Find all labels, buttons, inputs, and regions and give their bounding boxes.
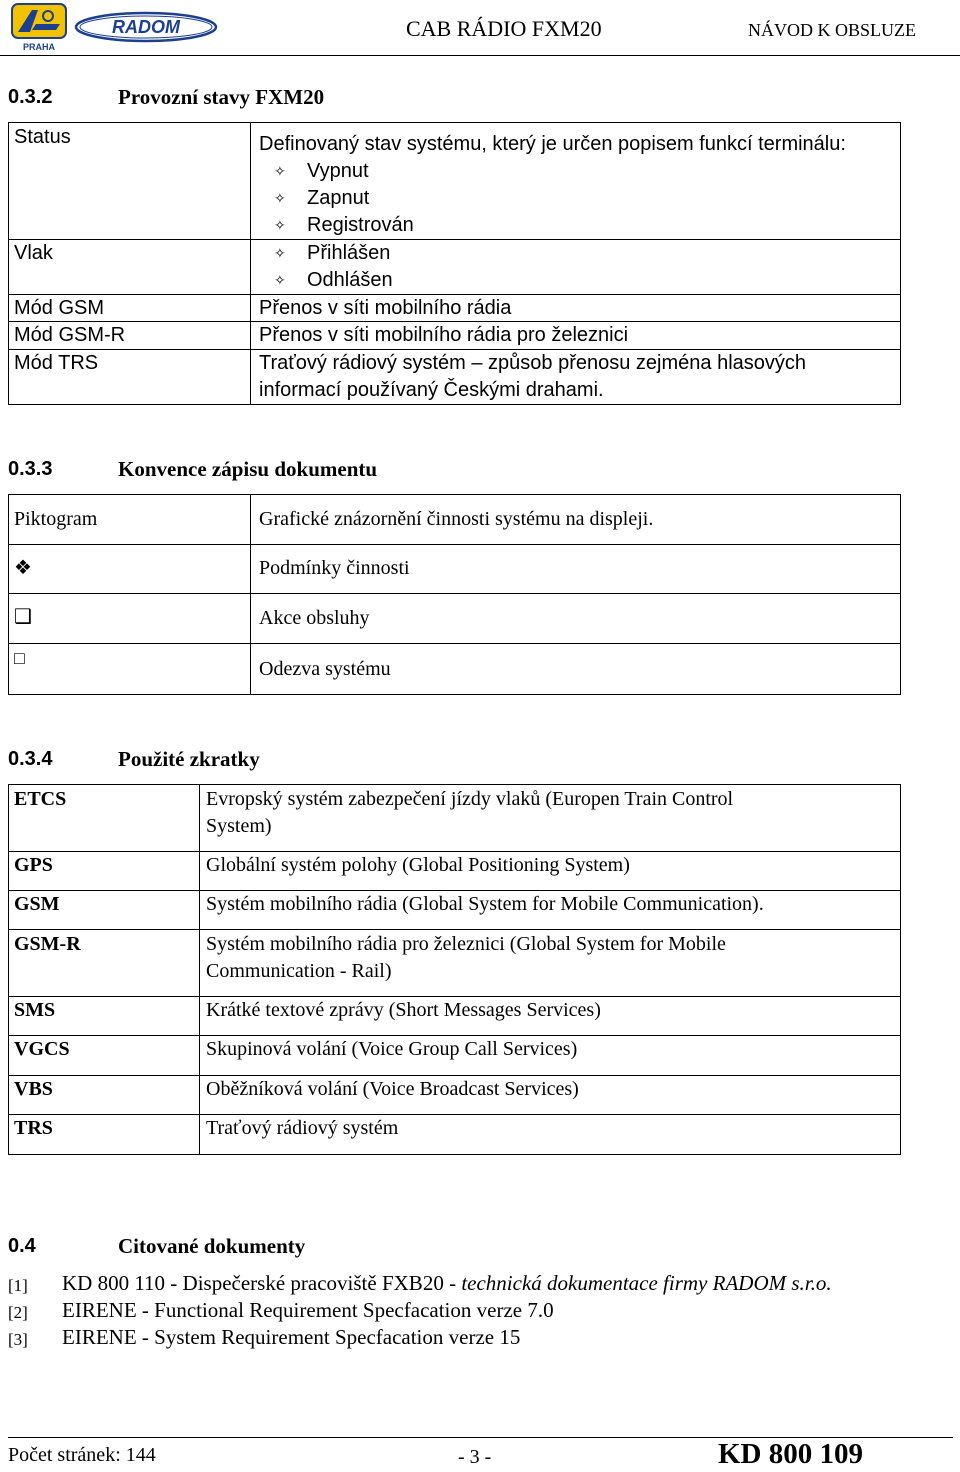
- header-rule: [0, 55, 960, 56]
- reference-label: [1]: [8, 1276, 28, 1295]
- section-title: Provozní stavy FXM20: [118, 85, 325, 109]
- table-row-divider: [8, 544, 901, 545]
- convention-text: Podmínky činnosti: [259, 557, 410, 579]
- section-number: 0.3.2: [8, 86, 53, 108]
- table-divider: [250, 122, 251, 405]
- state-term: Mód GSM-R: [14, 324, 126, 346]
- page-number: - 3 -: [458, 1446, 492, 1468]
- header-subtitle: NÁVOD K OBSLUZE: [748, 20, 916, 40]
- state-term: Mód GSM: [14, 297, 105, 319]
- state-term: Mód TRS: [14, 352, 99, 374]
- reference-label: [2]: [8, 1303, 28, 1322]
- section-number: 0.3.3: [8, 458, 53, 480]
- document-id: KD 800 109: [718, 1438, 863, 1470]
- abbreviation-meaning: Traťový rádiový systém: [206, 1117, 399, 1139]
- diamond-bullet-icon: ✧: [274, 219, 286, 234]
- abbreviation: GPS: [14, 854, 53, 876]
- state-bullet: Přihlášen: [307, 242, 391, 264]
- abbreviation-meaning: Globální systém polohy (Global Positioning System): [206, 854, 630, 876]
- state-description: Definovaný stav systému, který je určen popisem funkcí terminálu:: [259, 133, 846, 155]
- table-row-divider: [8, 643, 901, 644]
- state-bullet: Vypnut: [307, 160, 369, 182]
- reference-label: [3]: [8, 1330, 28, 1349]
- state-description: Přenos v síti mobilního rádia pro železnici: [259, 324, 629, 346]
- table-row-divider: [8, 929, 901, 930]
- diamond-bullet-icon: ✧: [274, 247, 286, 262]
- abbreviation: GSM-R: [14, 933, 81, 955]
- section-title: Použité zkratky: [118, 747, 260, 771]
- table-divider: [250, 494, 251, 695]
- reference-text: EIRENE - Functional Requirement Specfacation verze 7.0: [62, 1298, 554, 1322]
- section-title: Konvence zápisu dokumentu: [118, 457, 378, 481]
- abbreviation-meaning: Systém mobilního rádia pro železnici (Global System for Mobile: [206, 933, 726, 955]
- state-term: Status: [14, 126, 71, 148]
- abbreviation-meaning: Communication - Rail): [206, 960, 392, 982]
- abbreviation: ETCS: [14, 788, 67, 810]
- reference-item: [62, 1270, 832, 1297]
- section-title: Citované dokumenty: [118, 1234, 306, 1258]
- diamond-bullet-icon: ✧: [274, 192, 286, 207]
- diamond-ornament-icon: ❖: [14, 557, 32, 579]
- abbreviation: VBS: [14, 1078, 53, 1100]
- abbreviation-meaning: System): [206, 815, 272, 837]
- reference-italic: technická dokumentace firmy RADOM s.r.o.: [461, 1271, 832, 1295]
- logo-bottom-text: PRAHA: [22, 42, 56, 52]
- abbreviation-meaning: Krátké textové zprávy (Short Messages Services): [206, 999, 601, 1021]
- reference-text: EIRENE - System Requirement Specfacation verze 15: [62, 1325, 521, 1349]
- abbreviation: VGCS: [14, 1038, 70, 1060]
- table-divider: [199, 784, 200, 1155]
- section-number: 0.3.4: [8, 748, 53, 770]
- convention-text: Akce obsluhy: [259, 607, 370, 629]
- convention-text: Grafické znázornění činnosti systému na displeji.: [259, 508, 654, 530]
- page-count: Počet stránek: 144: [8, 1444, 156, 1466]
- abbreviation: SMS: [14, 999, 56, 1021]
- state-bullet: Registrován: [307, 214, 414, 236]
- abbreviation: GSM: [14, 893, 60, 915]
- azd-praha-logo: [8, 2, 70, 54]
- state-bullet: Zapnut: [307, 187, 370, 209]
- abbreviation-meaning: Evropský systém zabezpečení jízdy vlaků (Europen Train Control: [206, 788, 734, 810]
- table-row-divider: [8, 239, 901, 240]
- abbreviation-meaning: Skupinová volání (Voice Group Call Services): [206, 1038, 578, 1060]
- checkbox-shadow-icon: ❑: [14, 606, 32, 628]
- table-row-divider: [8, 593, 901, 594]
- state-bullet: Odhlášen: [307, 269, 393, 291]
- state-description: Přenos v síti mobilního rádia: [259, 297, 512, 319]
- header-title: CAB RÁDIO FXM20: [406, 16, 602, 41]
- state-description: informací používaný Českými drahami.: [259, 379, 604, 401]
- convention-symbol: Piktogram: [14, 508, 98, 530]
- state-description: Traťový rádiový systém – způsob přenosu zejména hlasových: [259, 352, 807, 374]
- radom-logo: [72, 10, 220, 44]
- state-term: Vlak: [14, 242, 53, 264]
- section-number: 0.4: [8, 1235, 36, 1257]
- abbreviation: TRS: [14, 1117, 53, 1139]
- reference-text: KD 800 110 - Dispečerské pracoviště FXB20 -: [62, 1271, 462, 1295]
- diamond-bullet-icon: ✧: [274, 274, 286, 289]
- empty-box-icon: □: [14, 648, 25, 668]
- brand-text: RADOM: [112, 17, 180, 37]
- convention-text: Odezva systému: [259, 658, 391, 680]
- abbreviation-meaning: Systém mobilního rádia (Global System for Mobile Communication).: [206, 893, 764, 915]
- table-row-divider: [8, 1114, 901, 1115]
- diamond-bullet-icon: ✧: [274, 165, 286, 180]
- abbreviation-meaning: Oběžníková volání (Voice Broadcast Services): [206, 1078, 579, 1100]
